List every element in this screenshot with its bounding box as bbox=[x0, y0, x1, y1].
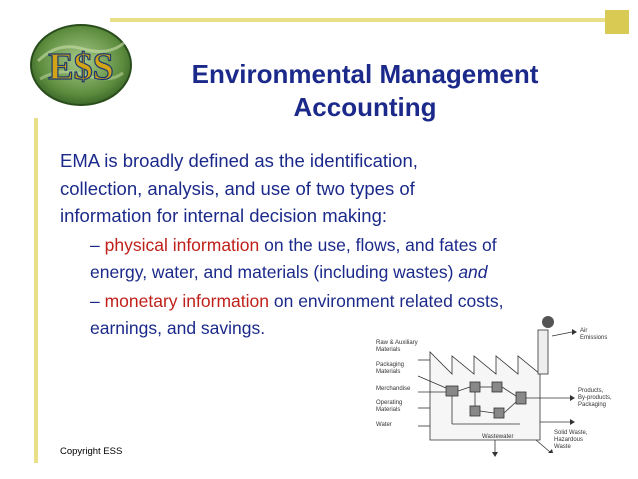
highlight-monetary-information: monetary information bbox=[104, 291, 269, 311]
material-flow-diagram bbox=[370, 312, 610, 460]
top-accent-bar bbox=[110, 18, 610, 22]
diagram-label-wastewater: Wastewater bbox=[482, 434, 514, 440]
bullet-2-text: on environment related costs, bbox=[269, 291, 504, 311]
bullet-dash: – bbox=[90, 291, 100, 311]
bullet-1-line-2: energy, water, and materials (including wastes) bbox=[90, 262, 459, 282]
title-line-1: Environmental Management bbox=[191, 59, 539, 89]
diagram-label-water: Water bbox=[376, 422, 392, 428]
diagram-label-air-emissions: Air Emissions bbox=[580, 328, 608, 341]
bullet-physical-information bbox=[90, 232, 620, 286]
left-accent-bar bbox=[34, 118, 38, 463]
main-line-3: information for internal decision making: bbox=[60, 205, 387, 226]
diagram-label-packaging-materials: Packaging Materials bbox=[376, 362, 405, 375]
diagram-label-solid-waste: Solid Waste, Hazardous Waste bbox=[554, 430, 588, 450]
page-title bbox=[130, 58, 600, 124]
highlight-physical-information: physical information bbox=[104, 235, 260, 255]
corner-square bbox=[605, 10, 629, 34]
diagram-label-products: Products, By-products, Packaging bbox=[578, 388, 612, 408]
main-line-1: EMA is broadly defined as the identification, bbox=[60, 150, 418, 171]
bullet-1-and: and bbox=[458, 262, 488, 282]
title-line-2: Accounting bbox=[293, 92, 437, 122]
main-paragraph bbox=[60, 147, 615, 230]
diagram-label-raw-materials: Raw & Auxiliary Materials bbox=[376, 340, 418, 353]
diagram-label-merchandise: Merchandise bbox=[376, 386, 411, 392]
main-line-2: collection, analysis, and use of two types of bbox=[60, 177, 415, 199]
bullet-2-line-2: earnings, and savings. bbox=[90, 318, 266, 338]
bullet-1-text: on the use, flows, and fates of bbox=[259, 235, 497, 255]
diagram-label-operating-materials: Operating Materials bbox=[376, 400, 403, 413]
ess-logo bbox=[28, 21, 134, 109]
bullet-dash: – bbox=[90, 235, 100, 255]
copyright: Copyright ESS bbox=[60, 446, 123, 457]
logo-text: E$S bbox=[48, 46, 114, 88]
